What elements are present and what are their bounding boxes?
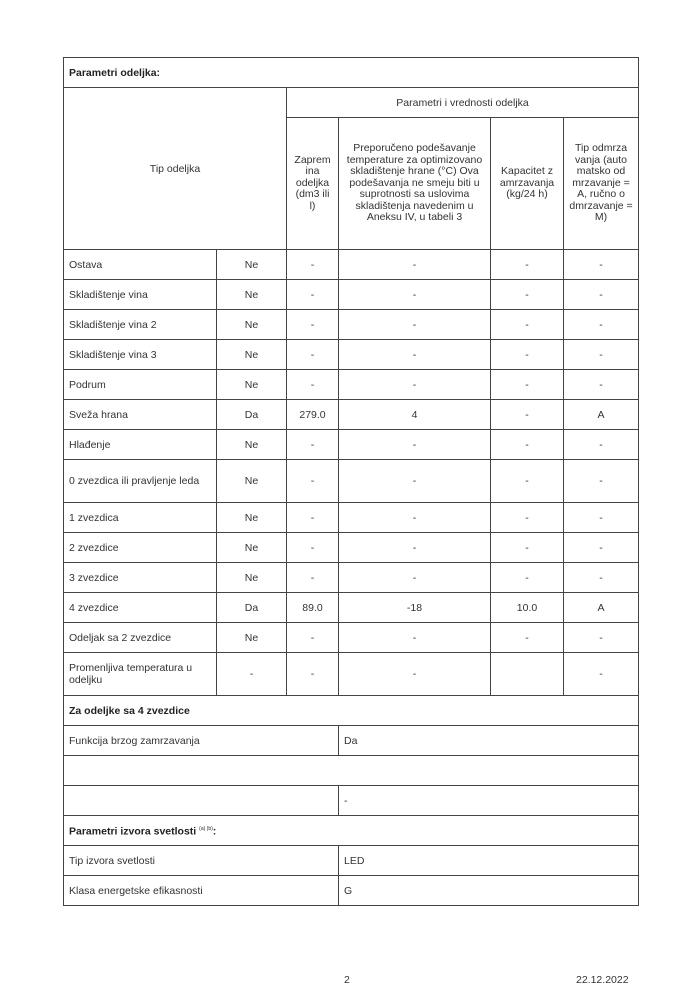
row-freezing-capacity: 10.0 <box>491 593 564 623</box>
row-present: Ne <box>217 623 287 653</box>
fast-freeze-value: Da <box>339 726 639 756</box>
light-type-value: LED <box>339 846 639 876</box>
blank-row <box>64 756 639 786</box>
document-date: 22.12.2022 <box>576 974 629 986</box>
row-present: Da <box>217 593 287 623</box>
header-compartment-type: Tip odeljka <box>64 88 287 250</box>
row-volume: - <box>287 563 339 593</box>
table-row <box>64 533 639 563</box>
row-present: Ne <box>217 460 287 503</box>
row-type: Skladištenje vina 2 <box>64 310 217 340</box>
row-temperature: - <box>339 503 491 533</box>
row-present: Ne <box>217 340 287 370</box>
table-row <box>64 623 639 653</box>
row-defrost-type: - <box>564 310 639 340</box>
row-freezing-capacity: - <box>491 623 564 653</box>
blank-cell <box>64 756 639 786</box>
row-present: Ne <box>217 370 287 400</box>
row-freezing-capacity: - <box>491 503 564 533</box>
row-temperature: - <box>339 460 491 503</box>
row-type: Skladištenje vina <box>64 280 217 310</box>
row-defrost-type: - <box>564 280 639 310</box>
light-type-label: Tip izvora svetlosti <box>64 846 339 876</box>
row-defrost-type: - <box>564 563 639 593</box>
row-type: 1 zvezdica <box>64 503 217 533</box>
extra-value: - <box>339 786 639 816</box>
row-temperature: -18 <box>339 593 491 623</box>
row-volume: - <box>287 430 339 460</box>
row-volume: - <box>287 250 339 280</box>
energy-class-label: Klasa energetske efikasnosti <box>64 876 339 906</box>
row-present: Da <box>217 400 287 430</box>
header-temperature: Preporučeno podešavanje temperature za optimizovano skladištenje hrane (°C) Ova podešavanja ne smeju biti u suprotnosti sa uslovima skladištenja navedenim u Aneksu IV, u tabeli 3 <box>339 118 491 250</box>
row-defrost-type: - <box>564 623 639 653</box>
row-volume: - <box>287 623 339 653</box>
row-temperature: - <box>339 430 491 460</box>
row-defrost-type: - <box>564 340 639 370</box>
header-defrost-type: Tip odmrza vanja (auto matsko od mrzavanje = A, ručno o dmrzavanje = M) <box>564 118 639 250</box>
row-defrost-type: - <box>564 653 639 696</box>
row-present: Ne <box>217 563 287 593</box>
row-freezing-capacity: - <box>491 460 564 503</box>
row-temperature: - <box>339 310 491 340</box>
row-type: Ostava <box>64 250 217 280</box>
light-source-title-text: Parametri izvora svetlosti <box>69 825 197 838</box>
row-temperature: - <box>339 370 491 400</box>
row-defrost-type: - <box>564 250 639 280</box>
table-row <box>64 370 639 400</box>
row-present: Ne <box>217 310 287 340</box>
page-number: 2 <box>344 974 350 986</box>
row-type: Hlađenje <box>64 430 217 460</box>
row-defrost-type: - <box>564 533 639 563</box>
light-source-title-suffix: : <box>212 825 217 838</box>
row-freezing-capacity: - <box>491 340 564 370</box>
row-freezing-capacity: - <box>491 430 564 460</box>
energy-class-value: G <box>339 876 639 906</box>
row-present: Ne <box>217 250 287 280</box>
row-volume: 89.0 <box>287 593 339 623</box>
compartment-parameters-table <box>63 57 639 906</box>
row-defrost-type: - <box>564 370 639 400</box>
row-type: 4 zvezdice <box>64 593 217 623</box>
row-type: Odeljak sa 2 zvezdice <box>64 623 217 653</box>
row-type: Sveža hrana <box>64 400 217 430</box>
table-row <box>64 593 639 623</box>
table-row <box>64 460 639 503</box>
table-row <box>64 310 639 340</box>
row-volume: - <box>287 653 339 696</box>
extra-row <box>64 786 639 816</box>
row-defrost-type: - <box>564 503 639 533</box>
row-volume: - <box>287 280 339 310</box>
row-temperature: - <box>339 250 491 280</box>
row-freezing-capacity: - <box>491 250 564 280</box>
row-freezing-capacity: - <box>491 400 564 430</box>
row-type: Promenljiva temperatura u odeljku <box>64 653 217 696</box>
table-row <box>64 250 639 280</box>
header-freezing-capacity: Kapacitet z amrzavanja (kg/24 h) <box>491 118 564 250</box>
table-row <box>64 280 639 310</box>
row-temperature: - <box>339 280 491 310</box>
footnote-markers: (a) (b) <box>199 826 213 833</box>
table-row <box>64 400 639 430</box>
table-row <box>64 653 639 696</box>
row-temperature: 4 <box>339 400 491 430</box>
header-volume: Zaprem ina odeljka (dm3 ili l) <box>287 118 339 250</box>
row-freezing-capacity: - <box>491 533 564 563</box>
row-volume: - <box>287 533 339 563</box>
row-present: Ne <box>217 503 287 533</box>
table-row <box>64 563 639 593</box>
row-freezing-capacity: - <box>491 563 564 593</box>
light-source-section-title <box>64 816 639 846</box>
table-row <box>64 430 639 460</box>
row-volume: - <box>287 460 339 503</box>
row-present: Ne <box>217 430 287 460</box>
row-volume: - <box>287 310 339 340</box>
row-type: Skladištenje vina 3 <box>64 340 217 370</box>
fast-freeze-label: Funkcija brzog zamrzavanja <box>64 726 339 756</box>
row-temperature: - <box>339 623 491 653</box>
four-star-section-title: Za odeljke sa 4 zvezdice <box>64 696 639 726</box>
row-freezing-capacity: - <box>491 310 564 340</box>
row-type: 2 zvezdice <box>64 533 217 563</box>
row-volume: - <box>287 370 339 400</box>
row-defrost-type: A <box>564 400 639 430</box>
row-volume: - <box>287 503 339 533</box>
row-present: Ne <box>217 533 287 563</box>
fast-freeze-row <box>64 726 639 756</box>
row-type: Podrum <box>64 370 217 400</box>
row-freezing-capacity: - <box>491 370 564 400</box>
row-freezing-capacity: - <box>491 280 564 310</box>
energy-class-row <box>64 876 639 906</box>
row-defrost-type: - <box>564 460 639 503</box>
row-present: - <box>217 653 287 696</box>
row-temperature: - <box>339 340 491 370</box>
section-title: Parametri odeljka: <box>64 58 639 88</box>
row-present: Ne <box>217 280 287 310</box>
extra-label <box>64 786 339 816</box>
light-type-row <box>64 846 639 876</box>
row-temperature: - <box>339 653 491 696</box>
header-parameters-group: Parametri i vrednosti odeljka <box>287 88 639 118</box>
row-temperature: - <box>339 563 491 593</box>
row-volume: 279.0 <box>287 400 339 430</box>
row-type: 0 zvezdica ili pravljenje leda <box>64 460 217 503</box>
row-type: 3 zvezdice <box>64 563 217 593</box>
row-defrost-type: - <box>564 430 639 460</box>
row-defrost-type: A <box>564 593 639 623</box>
table-row <box>64 503 639 533</box>
row-temperature: - <box>339 533 491 563</box>
row-freezing-capacity <box>491 653 564 696</box>
table-row <box>64 340 639 370</box>
row-volume: - <box>287 340 339 370</box>
